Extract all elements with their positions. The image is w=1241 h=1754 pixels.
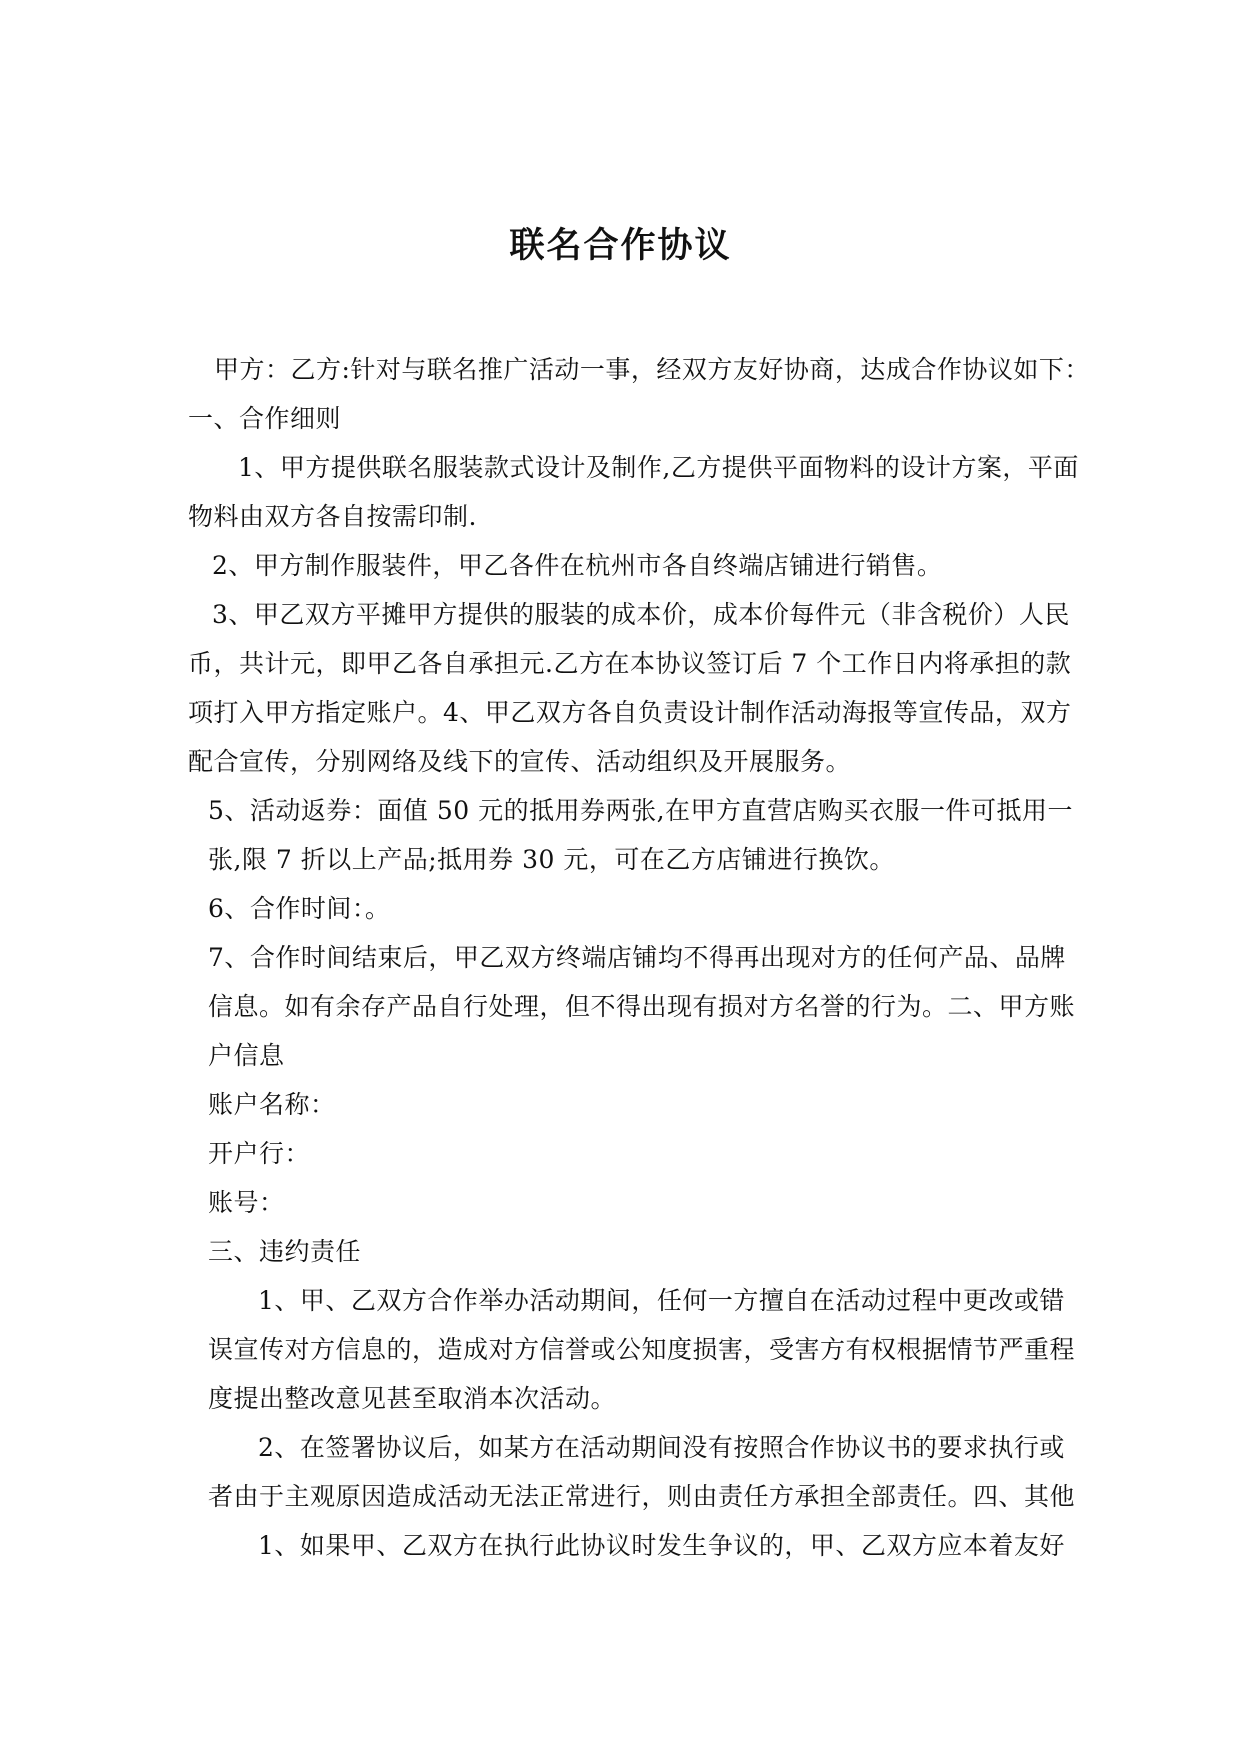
clause-3-line-1: 3、甲乙双方平摊甲方提供的服装的成本价，成本价每件元（非含税价）人民: [212, 600, 1070, 629]
breach-2-line-1: 2、在签署协议后，如某方在活动期间没有按照合作协议书的要求执行或: [258, 1433, 1065, 1462]
account-section-heading: 户信息: [208, 1041, 285, 1070]
breach-2-line-2: 者由于主观原因造成活动无法正常进行，则由责任方承担全部责任。四、其他: [208, 1482, 1076, 1511]
breach-1-line-2: 误宣传对方信息的，造成对方信誉或公知度损害，受害方有权根据情节严重程: [208, 1335, 1076, 1364]
clause-7-line-1: 7、合作时间结束后，甲乙双方终端店铺均不得再出现对方的任何产品、品牌: [208, 943, 1066, 972]
clause-5-line-2: 张,限 7 折以上产品;抵用券 30 元，可在乙方店铺进行换饮。: [208, 845, 895, 874]
breach-1-line-1: 1、甲、乙双方合作举办活动期间，任何一方擅自在活动过程中更改或错: [258, 1286, 1065, 1315]
clause-3-line-3: 项打入甲方指定账户。4、甲乙双方各自负责设计制作活动海报等宣传品，双方: [188, 698, 1072, 727]
intro-line: 甲方：乙方:针对与联名推广活动一事，经双方友好协商，达成合作协议如下：: [214, 355, 1090, 384]
account-number-label: 账号：: [208, 1188, 285, 1217]
clause-7-line-2: 信息。如有余存产品自行处理，但不得出现有损对方名誉的行为。二、甲方账: [208, 992, 1076, 1021]
clause-2-line: 2、甲方制作服装件，甲乙各件在杭州市各自终端店铺进行销售。: [212, 551, 943, 580]
account-name-label: 账户名称：: [208, 1090, 336, 1119]
clause-5-line-1: 5、活动返券：面值 50 元的抵用券两张,在甲方直营店购买衣服一件可抵用一: [208, 796, 1074, 825]
clause-4-line: 配合宣传，分别网络及线下的宣传、活动组织及开展服务。: [188, 747, 852, 776]
section-heading-cooperation: 一、合作细则: [188, 404, 342, 433]
section-heading-breach: 三、违约责任: [208, 1237, 362, 1266]
clause-6-line: 6、合作时间：。: [208, 894, 391, 923]
other-1-line-1: 1、如果甲、乙双方在执行此协议时发生争议的，甲、乙双方应本着友好: [258, 1531, 1065, 1560]
clause-3-line-2: 币，共计元，即甲乙各自承担元.乙方在本协议签订后 7 个工作日内将承担的款: [188, 649, 1072, 678]
bank-label: 开户行：: [208, 1139, 311, 1168]
clause-1-line-2: 物料由双方各自按需印制.: [188, 502, 477, 531]
breach-1-line-3: 度提出整改意见甚至取消本次活动。: [208, 1384, 617, 1413]
clause-1-line-1: 1、甲方提供联名服装款式设计及制作,乙方提供平面物料的设计方案，平面: [238, 453, 1079, 482]
document-title: 联名合作协议: [509, 226, 732, 266]
